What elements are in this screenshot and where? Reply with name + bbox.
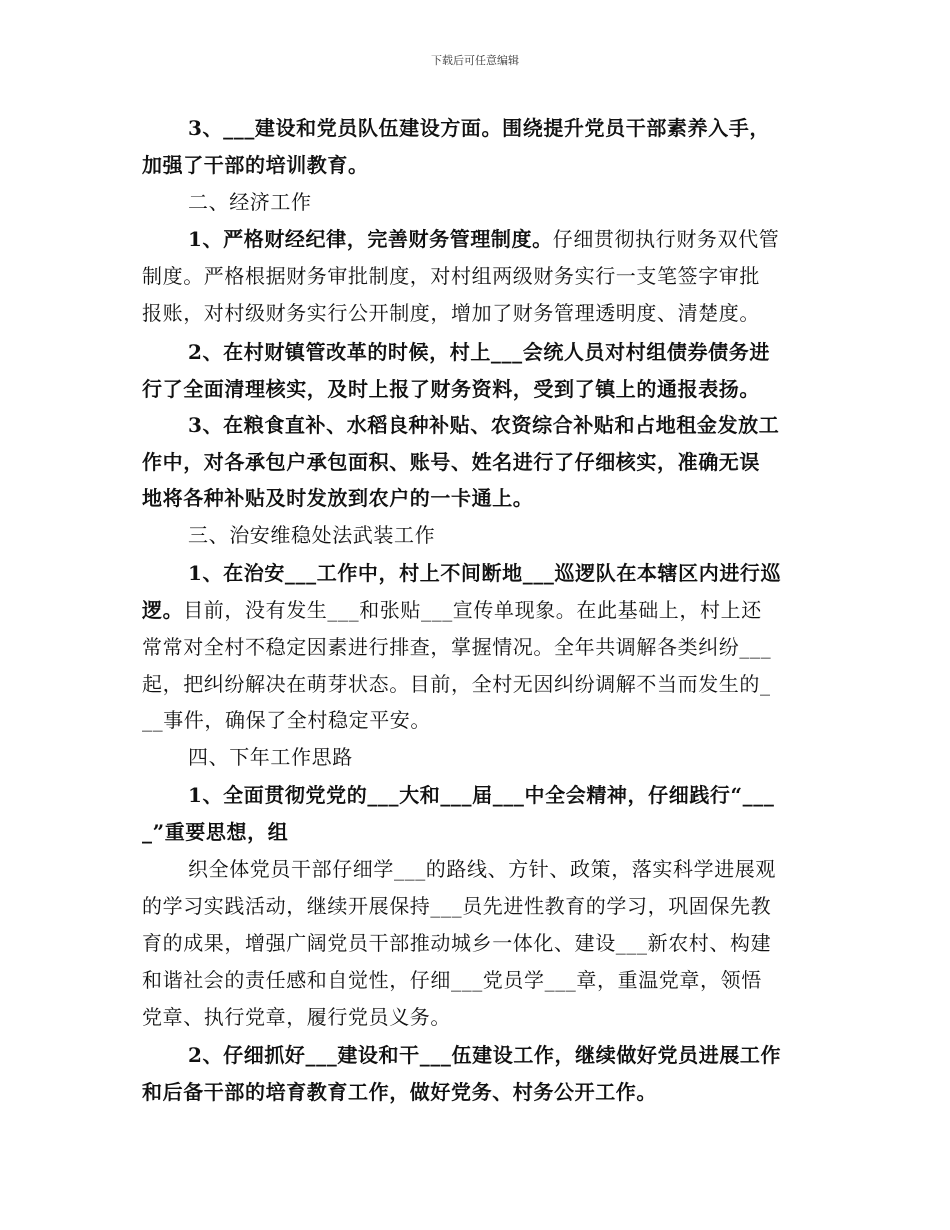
text-line [142, 820, 288, 844]
text-line [188, 227, 779, 251]
text-line [142, 264, 760, 288]
normal-text: 的学习实践活动，继续开展保持___员先进性教育的学习，巩固保先教 [142, 894, 772, 918]
text-line [188, 1043, 781, 1067]
bold-text: 3、在粮食直补、水稻良种补贴、农资综合补贴和占地租金发放工 [188, 413, 780, 437]
text-line [142, 301, 760, 325]
normal-text: 常常对全村不稳定因素进行排查，掌握情况。全年共调解各类纠纷___ [142, 635, 772, 659]
text-line [188, 783, 774, 807]
page-header: 下载后可任意编辑 [431, 54, 519, 67]
bold-text: 行了全面清理核实，及时上报了财务资料，受到了镇上的通报表扬。 [142, 377, 760, 401]
normal-text: 三、治安维稳处法武装工作 [188, 523, 436, 547]
text-line [142, 968, 762, 992]
text-line [188, 561, 781, 585]
text-line [142, 377, 760, 401]
bold-text: 和后备干部的培育教育工作，做好党务、村务公开工作。 [142, 1080, 657, 1104]
normal-text: 起，把纠纷解决在萌芽状态。目前，全村无因纠纷调解不当而发生的_ [142, 672, 771, 696]
normal-text: 和谐社会的责任感和自觉性，仔细___党员学___章，重温党章，领悟 [142, 968, 762, 992]
normal-text: 报账，对村级财务实行公开制度，增加了财务管理透明度、清楚度。 [142, 301, 760, 325]
section-heading [188, 745, 353, 769]
bold-text: 2、在村财镇管改革的时候，村上___会统人员对村组债券债务进 [188, 340, 770, 364]
bold-text: 3、___建设和党员队伍建设方面。围绕提升党员干部素养入手， [188, 116, 770, 140]
normal-text: 四、下年工作思路 [188, 745, 353, 769]
text-line [142, 486, 533, 510]
normal-text: 党章、执行党章，履行党员义务。 [142, 1005, 451, 1029]
normal-text: 目前，没有发生___和张贴___宣传单现象。在此基础上，村上还 [183, 598, 762, 622]
text-line [142, 450, 760, 474]
text-line [142, 1005, 451, 1029]
text-line [142, 598, 762, 622]
text-line [142, 153, 369, 177]
bold-text: 1、严格财经纪律，完善财务管理制度。 [188, 227, 553, 251]
normal-text: __事件，确保了全村稳定平安。 [142, 708, 431, 732]
text-line [142, 894, 771, 918]
bold-text: 加强了干部的培训教育。 [142, 153, 369, 177]
normal-text: 二、经济工作 [188, 190, 312, 214]
section-heading [188, 523, 435, 547]
text-line [188, 857, 776, 881]
text-line [142, 1080, 657, 1104]
normal-text: 仔细贯彻执行财务双代管 [552, 227, 780, 251]
text-line [188, 116, 770, 140]
text-line [142, 931, 771, 955]
normal-text: 育的成果，增强广阔党员干部推动城乡一体化、建设___新农村、构建 [142, 931, 772, 955]
bold-text: 地将各种补贴及时发放到农户的一卡通上。 [142, 486, 534, 510]
text-line [188, 340, 770, 364]
bold-text: _”重要思想，组 [142, 820, 289, 844]
normal-text: 制度。严格根据财务审批制度，对村组两级财务实行一支笔签字审批 [142, 264, 760, 288]
section-heading [188, 190, 312, 214]
bold-text: 作中，对各承包户承包面积、账号、姓名进行了仔细核实，准确无误 [142, 450, 760, 474]
bold-text: 1、全面贯彻党党的___大和___届___中全会精神，仔细践行“___ [188, 783, 775, 807]
bold-text: 2、仔细抓好___建设和干___伍建设工作，继续做好党员进展工作 [188, 1043, 782, 1067]
bold-text: 逻。 [142, 598, 184, 622]
text-line [188, 413, 779, 437]
text-line [142, 672, 771, 696]
text-line [142, 708, 431, 732]
bold-text: 1、在治安___工作中，村上不间断地___巡逻队在本辖区内进行巡 [188, 561, 782, 585]
normal-text: 织全体党员干部仔细学___的路线、方针、政策，落实科学进展观 [188, 857, 776, 881]
text-line [142, 635, 771, 659]
